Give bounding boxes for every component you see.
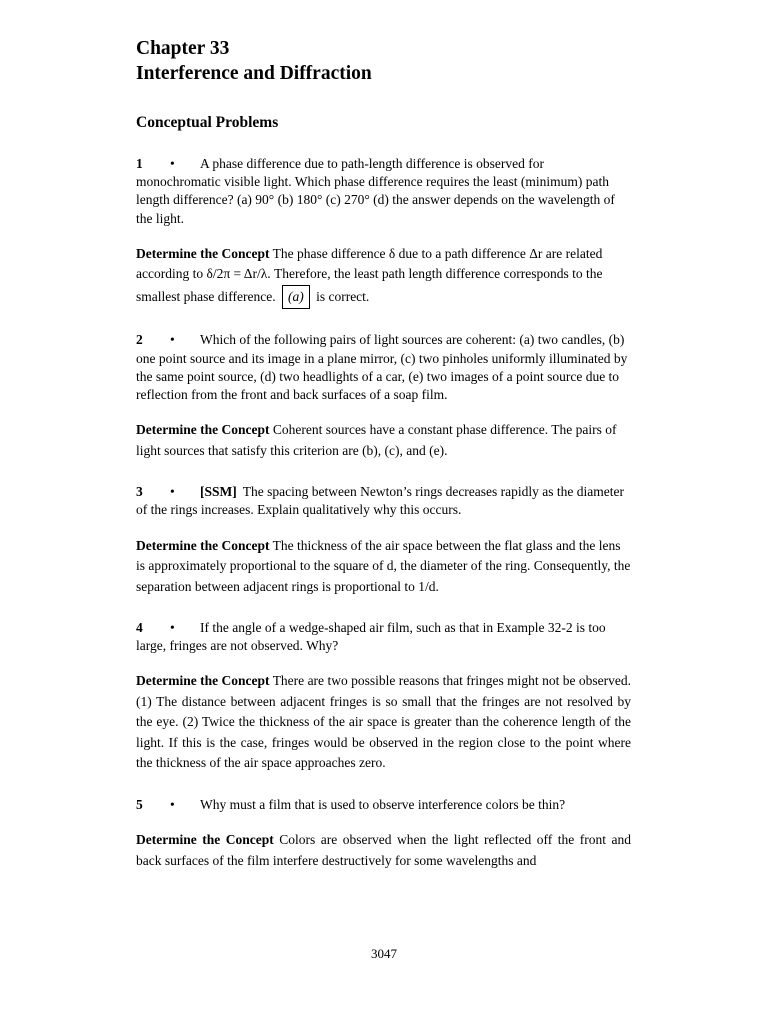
problem-4-question (136, 619, 631, 655)
chapter-number: Chapter 33 (136, 38, 230, 59)
answer-text: The phase difference δ due to a path difference Δr are related according to δ/2π = Δr/λ. Therefore, the least path length difference corresponds to the smallest phase difference. (136, 245, 603, 304)
answer-label: Determine the Concept (136, 422, 270, 438)
answer-text: Coherent sources have a constant phase difference. The pairs of light sources that satisfy this criterion are (b), (c), and (e). (136, 422, 617, 458)
boxed-answer: (a) (282, 285, 310, 310)
page-number: 3047 (371, 946, 397, 961)
problem-text: A phase difference due to path-length difference is observed for monochromatic visible light. Which phase difference requires the least (minimum) path length difference? (a) 90° (b) 180° (c) 270° (d) the answer depends on the wavelength of the light. (136, 156, 615, 226)
answer-text: Colors are observed when the light reflected off the front and back surfaces of the film interfere destructively for some wavelengths and (136, 832, 631, 868)
problem-text: If the angle of a wedge-shaped air film, such as that in Example 32-2 is too large, fringes are not observed. Why? (136, 620, 606, 654)
answer-label: Determine the Concept (136, 537, 270, 553)
difficulty-bullet: • (170, 620, 175, 636)
problem-3-question (136, 483, 631, 519)
problem-text: The spacing between Newton’s rings decreases rapidly as the diameter of the rings increases. Explain qualitatively why this occurs. (136, 484, 624, 518)
problem-5-question (136, 796, 631, 814)
problem-number: 4 (136, 620, 143, 636)
answer-text: There are two possible reasons that fringes might not be observed. (1) The distance between adjacent fringes is so small that the fringes are not resolved by the eye. (2) Twice the thickness of the air space is greater than the coherence length of the light. If this is the case, fringes would be observed in the region close to the point where the thickness of the air space approaches zero. (136, 673, 631, 771)
problem-2-answer (136, 420, 631, 461)
problem-number: 3 (136, 484, 143, 500)
difficulty-bullet: • (170, 156, 175, 171)
difficulty-bullet: • (170, 332, 175, 348)
problem-number: 5 (136, 796, 143, 812)
problem-5-answer (136, 830, 631, 871)
section-heading: Conceptual Problems (136, 114, 279, 131)
problem-4-answer (136, 671, 631, 774)
problem-1-answer (136, 244, 631, 310)
answer-label: Determine the Concept (136, 673, 270, 689)
problem-3-answer (136, 536, 631, 598)
problem-text: Why must a film that is used to observe interference colors be thin? (200, 796, 566, 812)
problem-number: 2 (136, 332, 143, 348)
document-page (136, 36, 631, 871)
problem-2-question (136, 331, 631, 404)
problem-text: Which of the following pairs of light sources are coherent: (a) two candles, (b) one point source and its image in a plane mirror, (c) two pinholes uniformly illuminated by the same point source, (d) two headlights of a car, (e) two images of a point source due to reflection from the front and back surfaces of a soap film. (136, 332, 628, 402)
answer-label: Determine the Concept (136, 832, 274, 848)
chapter-title: Interference and Diffraction (136, 63, 372, 84)
problem-1-question (136, 155, 631, 228)
answer-text: The thickness of the air space between the flat glass and the lens is approximately proportional to the square of d, the diameter of the ring. Consequently, the separation between adjacent rings is proportional to 1/d. (136, 537, 631, 594)
answer-label: Determine the Concept (136, 245, 270, 261)
difficulty-bullet: • (170, 484, 175, 500)
answer-text-end: is correct. (316, 288, 370, 304)
ssm-tag: [SSM] (200, 484, 237, 500)
problem-number: 1 (136, 156, 143, 171)
difficulty-bullet: • (170, 796, 175, 812)
